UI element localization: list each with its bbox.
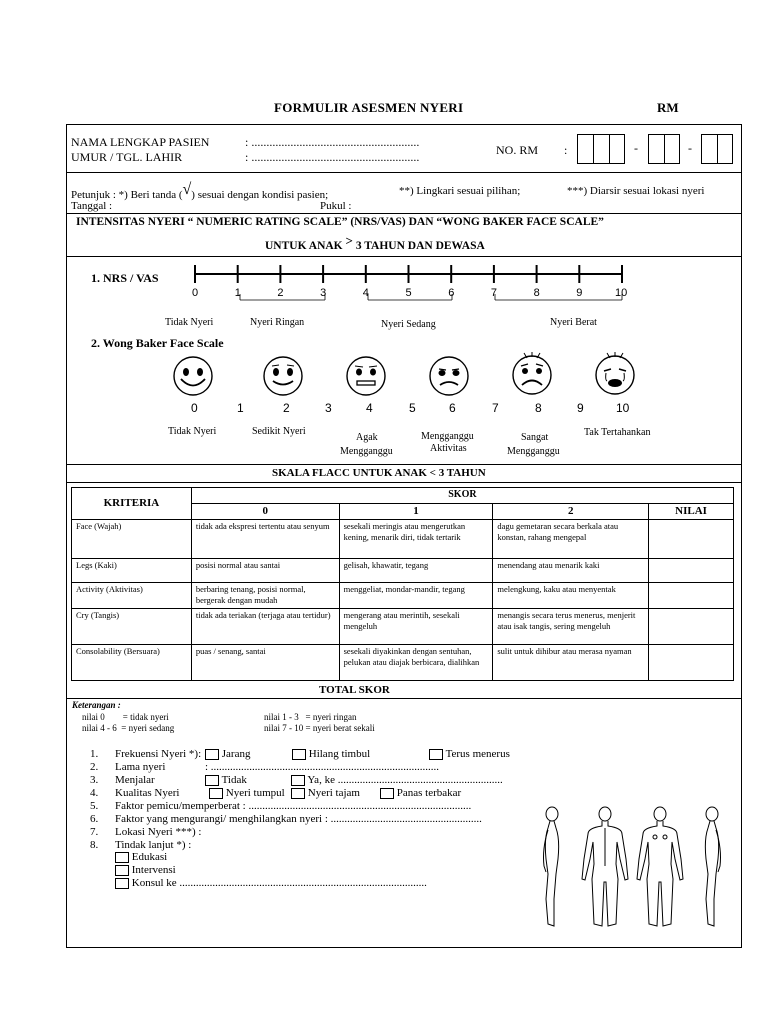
- wong-label: 2. Wong Baker Face Scale: [91, 336, 224, 350]
- keterangan-label: Keterangan :: [72, 700, 121, 710]
- wong-number-8[interactable]: 8: [535, 401, 542, 415]
- q8-number: 8.: [90, 839, 99, 851]
- patient-age-label: UMUR / TGL. LAHIR: [71, 150, 183, 164]
- patient-name-label: NAMA LENGKAP PASIEN: [71, 135, 210, 149]
- q8-option-intervensi[interactable]: Intervensi: [115, 864, 176, 876]
- wong-number-2[interactable]: 2: [283, 401, 290, 415]
- q1-option-jarang[interactable]: Jarang: [205, 748, 250, 760]
- consolability-score-0[interactable]: puas / senang, santai: [191, 645, 339, 681]
- q4-option-panas[interactable]: Panas terbakar: [380, 787, 461, 799]
- scale-heading: INTENSITAS NYERI “ NUMERIC RATING SCALE” (NRS/VAS) DAN “WONG BAKER FACE SCALE”: [76, 216, 604, 228]
- divider: [66, 172, 742, 173]
- wong-number-9[interactable]: 9: [577, 401, 584, 415]
- nilai-header: NILAI: [649, 503, 734, 520]
- rm-label: RM: [657, 100, 679, 115]
- nrs-group-none: Tidak Nyeri: [165, 317, 214, 328]
- table-row: [72, 645, 734, 681]
- wong-caption-1: Sedikit Nyeri: [252, 426, 306, 437]
- legend-4-6: nilai 4 - 6 = nyeri sedang: [82, 723, 175, 733]
- flacc-heading: SKALA FLACC UNTUK ANAK < 3 TAHUN: [272, 467, 486, 479]
- divider: [66, 213, 742, 214]
- wong-number-6[interactable]: 6: [449, 401, 456, 415]
- q5-number: 5.: [90, 800, 99, 812]
- body-map-icon[interactable]: [530, 804, 740, 934]
- nrs-scale[interactable]: [185, 260, 635, 310]
- wong-caption-4a: Sangat: [521, 432, 549, 443]
- legs-score-1[interactable]: gelisah, khawatir, tegang: [339, 559, 493, 583]
- nrs-number-2[interactable]: 2: [277, 287, 284, 299]
- nrs-number-4[interactable]: 4: [362, 287, 369, 299]
- no-rm-colon: :: [564, 143, 568, 157]
- form-title: FORMULIR ASESMEN NYERI: [274, 100, 464, 115]
- nrs-group-severe: Nyeri Berat: [550, 317, 597, 328]
- instructions-line: Petunjuk : *) Beri tanda (√) sesuai dengan kondisi pasien;: [71, 181, 329, 201]
- nrs-number-3[interactable]: 3: [320, 287, 327, 299]
- wong-number-0[interactable]: 0: [191, 401, 198, 415]
- q1-option-hilang-timbul[interactable]: Hilang timbul: [292, 748, 370, 760]
- nrs-number-9[interactable]: 9: [576, 287, 583, 299]
- wong-number-5[interactable]: 5: [409, 401, 416, 415]
- nrs-group-mild: Nyeri Ringan: [250, 317, 305, 328]
- legend-7-10: nilai 7 - 10 = nyeri berat sekali: [264, 723, 375, 733]
- no-rm-label: NO. RM: [496, 143, 539, 157]
- wong-caption-2a: Agak: [356, 432, 378, 443]
- q7-number: 7.: [90, 826, 99, 838]
- patient-name-field[interactable]: : ........................................................: [245, 135, 420, 149]
- activity-score-2[interactable]: melengkung, kaku atau menyentak: [493, 583, 649, 609]
- wong-number-1[interactable]: 1: [237, 401, 244, 415]
- table-row: [72, 609, 734, 645]
- q3-option-ya[interactable]: Ya, ke ............................................................: [291, 774, 503, 786]
- instruction-shade: ***) Diarsir sesuai lokasi nyeri: [567, 185, 705, 197]
- wong-caption-3a: Mengganggu: [421, 431, 474, 442]
- legs-score-0[interactable]: posisi normal atau santai: [191, 559, 339, 583]
- score-0-header: 0: [191, 503, 339, 520]
- q7-label: Lokasi Nyeri ***) :: [115, 826, 202, 838]
- legend-1-3: nilai 1 - 3 = nyeri ringan: [264, 712, 357, 722]
- q6-number: 6.: [90, 813, 99, 825]
- face-hurts-more-icon[interactable]: [344, 354, 388, 398]
- cry-score-2[interactable]: menangis secara terus menerus, menjerit atau isak tangis, sering mengeluh: [493, 609, 649, 645]
- nrs-number-5[interactable]: 5: [405, 287, 412, 299]
- q3-option-tidak[interactable]: Tidak: [205, 774, 247, 786]
- criteria-face: Face (Wajah): [72, 520, 192, 559]
- q8-label: Tindak lanjut *) :: [115, 839, 192, 851]
- q1-number: 1.: [90, 748, 99, 760]
- nrs-number-6[interactable]: 6: [448, 287, 455, 299]
- q3-number: 3.: [90, 774, 99, 786]
- criteria-activity: Activity (Aktivitas): [72, 583, 192, 609]
- face-no-hurt-icon[interactable]: [171, 354, 215, 398]
- q4-option-tumpul[interactable]: Nyeri tumpul: [209, 787, 285, 799]
- cry-nilai[interactable]: [649, 609, 734, 645]
- q3-label: Menjalar: [115, 774, 155, 786]
- q4-number: 4.: [90, 787, 99, 799]
- divider: [66, 256, 742, 257]
- face-hurts-little-icon[interactable]: [261, 354, 305, 398]
- date-label[interactable]: Tanggal :: [71, 200, 113, 212]
- activity-nilai[interactable]: [649, 583, 734, 609]
- patient-age-field[interactable]: : ........................................................: [245, 150, 420, 164]
- q4-label: Kualitas Nyeri: [115, 787, 180, 799]
- score-1-header: 1: [339, 503, 493, 520]
- q2-number: 2.: [90, 761, 99, 773]
- q8-option-konsul[interactable]: Konsul ke ..........................................................................................: [115, 877, 427, 889]
- wong-number-10[interactable]: 10: [616, 401, 630, 415]
- wong-caption-4b: Mengganggu: [507, 446, 560, 457]
- score-2-header: 2: [493, 503, 649, 520]
- legend-0: nilai 0 = tidak nyeri: [82, 712, 169, 722]
- nrs-number-7[interactable]: 7: [490, 287, 498, 299]
- wong-caption-3b: Aktivitas: [430, 443, 467, 454]
- consolability-score-2[interactable]: sulit untuk dihibur atau merasa nyaman: [493, 645, 649, 681]
- total-skor-label: TOTAL SKOR: [319, 684, 390, 696]
- nrs-number-8[interactable]: 8: [533, 287, 540, 299]
- flacc-table: [71, 487, 734, 681]
- criteria-legs: Legs (Kaki): [72, 559, 192, 583]
- nrs-number-0[interactable]: 0: [192, 287, 199, 299]
- criteria-cry: Cry (Tangis): [72, 609, 192, 645]
- divider: [66, 464, 742, 465]
- table-row: [72, 559, 734, 583]
- instruction-circle: **) Lingkari sesuai pilihan;: [399, 185, 521, 197]
- time-label[interactable]: Pukul :: [320, 200, 352, 212]
- divider: [66, 482, 742, 483]
- legs-nilai[interactable]: [649, 559, 734, 583]
- activity-score-0[interactable]: berbaring tenang, posisi normal, bergerak dengan mudah: [191, 583, 339, 609]
- wong-number-4[interactable]: 4: [366, 401, 373, 415]
- nrs-group-moderate: Nyeri Sedang: [381, 319, 436, 330]
- cry-score-0[interactable]: tidak ada teriakan (terjaga atau tertidur): [191, 609, 339, 645]
- kriteria-header: KRITERIA: [72, 488, 192, 520]
- wong-number-3[interactable]: 3: [325, 401, 332, 415]
- nrs-number-1[interactable]: 1: [234, 287, 241, 299]
- legs-score-2[interactable]: menendang atau menarik kaki: [493, 559, 649, 583]
- q2-label: Lama nyeri: [115, 761, 166, 773]
- wong-caption-5: Tak Tertahankan: [584, 427, 651, 438]
- wong-caption-0: Tidak Nyeri: [168, 426, 217, 437]
- face-nilai[interactable]: [649, 520, 734, 559]
- divider: [66, 698, 742, 699]
- scale-subheading: UNTUK ANAK > 3 TAHUN DAN DEWASA: [265, 233, 485, 252]
- activity-score-1[interactable]: menggeliat, mondar-mandir, tegang: [339, 583, 493, 609]
- q2-field[interactable]: : ...................................................................................: [205, 761, 440, 773]
- wong-caption-2b: Mengganggu: [340, 446, 393, 457]
- face-hurts-whole-lot-icon[interactable]: [510, 350, 554, 398]
- table-row: [72, 583, 734, 609]
- cry-score-1[interactable]: mengerang atau merintih, sesekali mengeluh: [339, 609, 493, 645]
- consolability-nilai[interactable]: [649, 645, 734, 681]
- q1-option-terus-menerus[interactable]: Terus menerus: [429, 748, 510, 760]
- face-hurts-even-more-icon[interactable]: [427, 354, 471, 398]
- q4-option-tajam[interactable]: Nyeri tajam: [291, 787, 360, 799]
- q6-field[interactable]: Faktor yang mengurangi/ menghilangkan nyeri : .......................................................: [115, 813, 482, 825]
- criteria-consolability: Consolability (Bersuara): [72, 645, 192, 681]
- q5-field[interactable]: Faktor pemicu/memperberat : .................................................................................: [115, 800, 472, 812]
- table-row: [72, 520, 734, 559]
- face-score-2[interactable]: dagu gemetaran secara berkala atau konstan, rahang mengepal: [493, 520, 649, 559]
- wong-number-7[interactable]: 7: [492, 401, 499, 415]
- skor-header: SKOR: [191, 488, 733, 504]
- nrs-label: 1. NRS / VAS: [91, 271, 159, 285]
- q8-option-edukasi[interactable]: Edukasi: [115, 851, 167, 863]
- q1-label: Frekuensi Nyeri *):: [115, 748, 202, 760]
- consolability-score-1[interactable]: sesekali diyakinkan dengan sentuhan, pelukan atau diajak berbicara, dialihkan: [339, 645, 493, 681]
- face-score-1[interactable]: sesekali meringis atau mengerutkan kening, menarik diri, tidak tertarik: [339, 520, 493, 559]
- check-mark-icon: √: [182, 181, 192, 198]
- nrs-number-10[interactable]: 10: [615, 287, 628, 299]
- face-hurts-worst-icon[interactable]: [593, 350, 637, 398]
- face-score-0[interactable]: tidak ada ekspresi tertentu atau senyum: [191, 520, 339, 559]
